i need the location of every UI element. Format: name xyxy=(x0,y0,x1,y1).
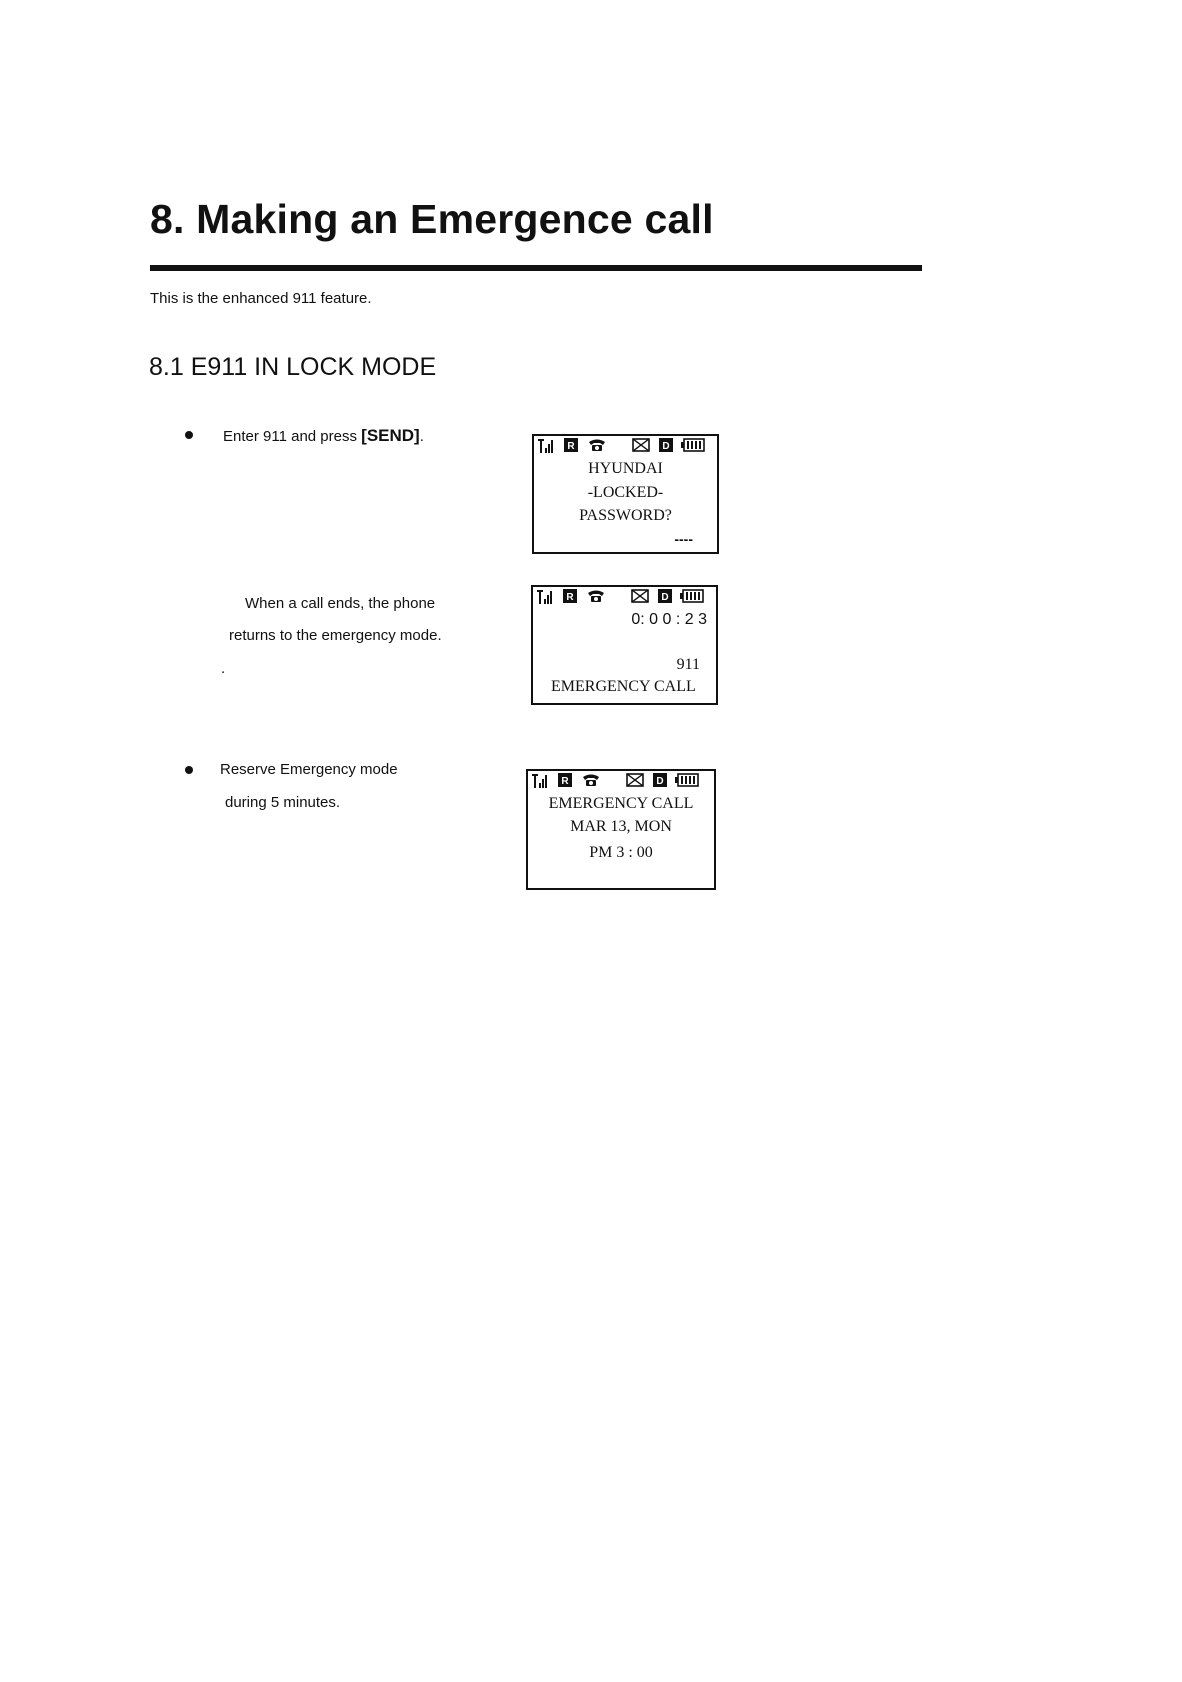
screen-line: -LOCKED- xyxy=(587,484,664,501)
digital-icon xyxy=(659,438,673,454)
step-1-prefix: Enter 911 and press xyxy=(223,428,362,445)
signal-strength-icon xyxy=(532,773,548,789)
bullet-1 xyxy=(185,431,193,439)
signal-strength-icon xyxy=(537,589,553,605)
phone-icon xyxy=(588,438,606,454)
step-2-line-2: returns to the emergency mode. xyxy=(229,627,442,644)
battery-icon xyxy=(675,773,699,789)
roaming-letter: R xyxy=(567,441,575,452)
roaming-icon xyxy=(564,438,578,454)
roaming-icon xyxy=(563,589,577,605)
phone-screen-locked xyxy=(532,434,719,554)
envelope-icon xyxy=(631,589,649,605)
roaming-icon xyxy=(558,773,572,789)
step-3-line-1: Reserve Emergency mode xyxy=(220,761,398,778)
screen-line: EMERGENCY CALL xyxy=(548,795,694,812)
password-input: ---- xyxy=(674,531,693,547)
dialed-number: 911 xyxy=(676,656,700,673)
screen-line: PM 3 : 00 xyxy=(589,844,653,861)
screen-line: PASSWORD? xyxy=(579,507,672,524)
emergency-call-label: EMERGENCY CALL xyxy=(551,678,696,695)
status-bar xyxy=(537,589,712,607)
phone-icon xyxy=(582,773,600,789)
intro-text: This is the enhanced 911 feature. xyxy=(150,290,372,307)
digital-letter: D xyxy=(661,592,669,603)
envelope-icon xyxy=(626,773,644,789)
digital-letter: D xyxy=(662,441,670,452)
battery-icon xyxy=(681,438,705,454)
roaming-letter: R xyxy=(566,592,574,603)
status-bar xyxy=(538,438,713,456)
screen-line: HYUNDAI xyxy=(588,460,663,477)
signal-strength-icon xyxy=(538,438,554,454)
bullet-3 xyxy=(185,766,193,774)
phone-screen-emergency-mode xyxy=(526,769,716,890)
status-bar xyxy=(532,773,710,791)
step-2-line-1: When a call ends, the phone xyxy=(245,595,436,612)
phone-icon xyxy=(587,589,605,605)
digital-letter: D xyxy=(656,776,664,787)
step-1-text xyxy=(223,426,424,446)
step-1-suffix: . xyxy=(419,428,424,445)
roaming-letter: R xyxy=(561,776,569,787)
call-timer: 0: 0 0 : 2 3 xyxy=(631,611,707,628)
battery-icon xyxy=(680,589,704,605)
screen-line: MAR 13, MON xyxy=(570,818,672,835)
stray-dot: . xyxy=(221,660,226,677)
subsection-title: 8.1 E911 IN LOCK MODE xyxy=(149,353,437,381)
send-key-label: [SEND] xyxy=(361,426,420,445)
page-title: 8. Making an Emergence call xyxy=(150,196,714,242)
title-rule xyxy=(150,265,922,271)
digital-icon xyxy=(658,589,672,605)
phone-screen-call-timer xyxy=(531,585,718,705)
step-3-line-2: during 5 minutes. xyxy=(225,794,341,811)
envelope-icon xyxy=(632,438,650,454)
digital-icon xyxy=(653,773,667,789)
